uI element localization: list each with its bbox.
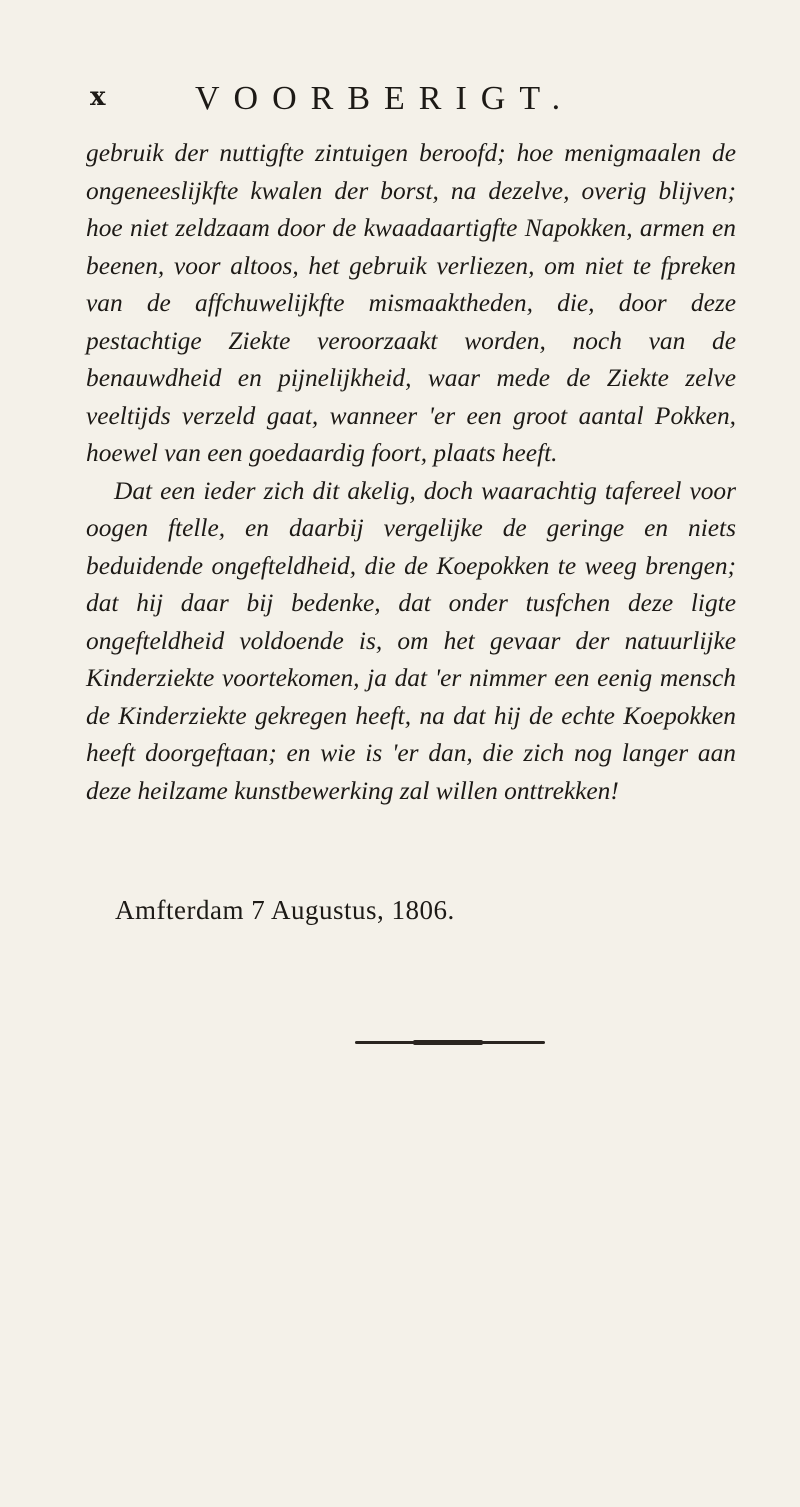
page-number: x xyxy=(90,82,106,112)
paragraph-continuation: gebruik der nuttigfte zintuigen beroofd; hoe menigmaalen de ongeneeslijkfte kwalen der borst, na dezelve, overig blijven; hoe niet zeldzaam door de kwaadaartigfte Napokken, armen en beenen, voor altoos, het gebruik verliezen, om niet te fpreken van de affchuwelijkfte mismaaktheden, die, door deze pestachtige Ziekte veroorzaakt worden, noch van de benauwdheid en pijnelijkheid, waar mede de Ziekte zelve veeltijds verzeld gaat, wanneer 'er een groot aantal Pokken, hoewel van een goedaardig foort, plaats heeft. xyxy=(86,139,736,467)
page-header xyxy=(90,80,730,120)
paragraph-dat-een-ieder: Dat een ieder zich dit akelig, doch waarachtig tafereel voor oogen ftelle, en daarbij vergelijke de geringe en niets beduidende ongefteldheid, die de Koepokken te weeg brengen; dat hij daar bij bedenke, dat onder tusfchen deze ligte ongefteldheid voldoende is, om het gevaar der natuurlijke Kinderziekte voortekomen, ja dat 'er nimmer een eenig mensch de Kinderziekte gekregen heeft, na dat hij de echte Koepokken heeft doorgeftaan; en wie is 'er dan, die zich nog langer aan deze heilzame kunstbewerking zal willen onttrekken! xyxy=(86,476,736,805)
body-text xyxy=(86,135,736,810)
place-date-signature: Amfterdam 7 Augustus, 1806. xyxy=(115,895,455,925)
running-title: VOORBERIGT. xyxy=(195,80,575,117)
ornamental-rule xyxy=(355,1041,545,1044)
